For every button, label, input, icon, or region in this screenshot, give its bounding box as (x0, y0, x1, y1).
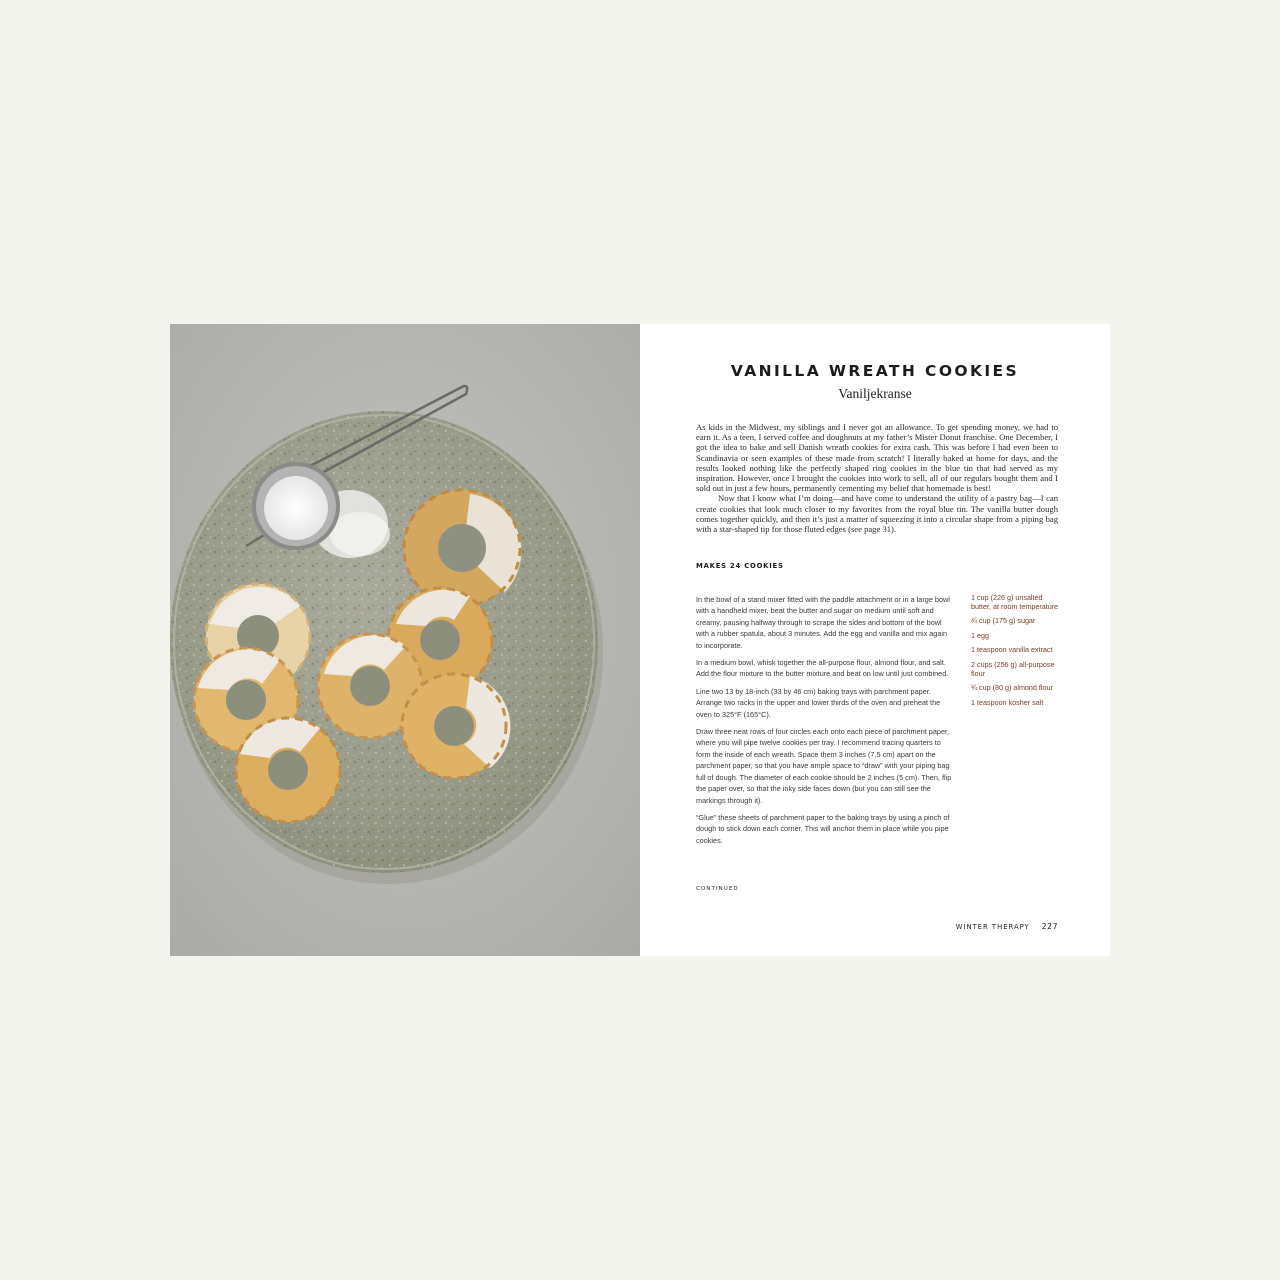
ingredient-item: 2 cups (256 g) all-purpose flour (971, 659, 1055, 678)
continued-label: CONTINUED (696, 886, 739, 892)
cookie-wreath (402, 674, 510, 778)
method-step: Line two 13 by 18-inch (33 by 46 cm) baking trays with parchment paper. Arrange two racks in the upper and lower thirds of the oven and preheat the oven to 325°F (165°C). (696, 686, 941, 719)
cookie-photo (170, 324, 640, 956)
intro-paragraph: Now that I know what I’m doing—and have come to understand the utility of a pastry bag—I can create cookies that look much closer to my favorites from the royal blue tin. The vanilla butter dough comes together quickly, and then it’s just a matter of squeezing it into a circular shape from a piping bag with a star-shaped tip for those fluted edges (see page 31). (696, 493, 1058, 535)
recipe-intro (696, 422, 1058, 534)
ingredient-list (971, 594, 1061, 713)
photo-illustration (170, 324, 640, 956)
cookie-wreath (236, 718, 340, 822)
recipe-yield: MAKES 24 COOKIES (696, 562, 784, 570)
page-number: 227 (1041, 922, 1058, 931)
method-steps (696, 594, 954, 852)
ingredient-item: ¾ cup (80 g) almond flour (971, 683, 1053, 693)
method-step: In a medium bowl, whisk together the all-purpose flour, almond flour, and salt. Add the flour mixture to the butter mixture and beat on low until just combined. (696, 658, 949, 679)
ingredient-item: 1 egg (971, 630, 989, 640)
intro-paragraph: As kids in the Midwest, my siblings and I never got an allowance. To get spending money, we had to earn it. As a teen, I served coffee and doughnuts at my father’s Mister Donut franchise. One December, I got the idea to bake and sell Danish wreath cookies for extra cash. This was before I had even been to Scandinavia or seen examples of these made from scratch! I literally baked at home for days, and the results looked nothing like the perfectly shaped ring cookies in the blue tin that had served as my inspiration. However, once I brought the cookies into work to sell, all of our regulars bought them and I sold out in just a few hours, permanently cementing my belief that homemade is best! (696, 422, 1058, 494)
recipe-subtitle: Vaniljekranse (838, 386, 912, 401)
ingredient-item: 1 teaspoon vanilla extract (971, 645, 1053, 655)
ingredient-item: ¾ cup (175 g) sugar (971, 616, 1036, 626)
method-step: Draw three neat rows of four circles each onto each piece of parchment paper, where you will pipe twelve cookies per tray. I recommend tracing quarters to form the inside of each wreath. Space them 3 inches (7.5 cm) apart on the parchment paper, so that you have ample space to “draw” with your piping bag full of dough. The diameter of each cookie should be 2 inches (5 cm). Then, flip the paper over, so that the inky side faces down (but you can still see the markings through it). (696, 727, 952, 805)
ingredient-item: 1 teaspoon kosher salt (971, 697, 1044, 707)
book-spread (170, 324, 1110, 956)
section-name: WINTER THERAPY (955, 923, 1030, 931)
recipe-page (640, 324, 1110, 956)
ingredient-item: 1 cup (226 g) unsalted butter, at room temperature (971, 593, 1059, 611)
method-step: In the bowl of a stand mixer fitted with the paddle attachment or in a large bowl with a handheld mixer, beat the butter and sugar on medium until soft and creamy, pausing halfway through to scrape the sides and bottom of the bowl with a rubber spatula, about 3 minutes. Add the egg and vanilla and mix again to incorporate. (696, 595, 950, 650)
method-step: “Glue” these sheets of parchment paper to the baking trays by using a pinch of dough to stick down each corner. This will anchor them in place while you pipe cookies. (696, 812, 950, 845)
recipe-title: VANILLA WREATH COOKIES (730, 362, 1020, 380)
page-footer (956, 922, 1058, 931)
